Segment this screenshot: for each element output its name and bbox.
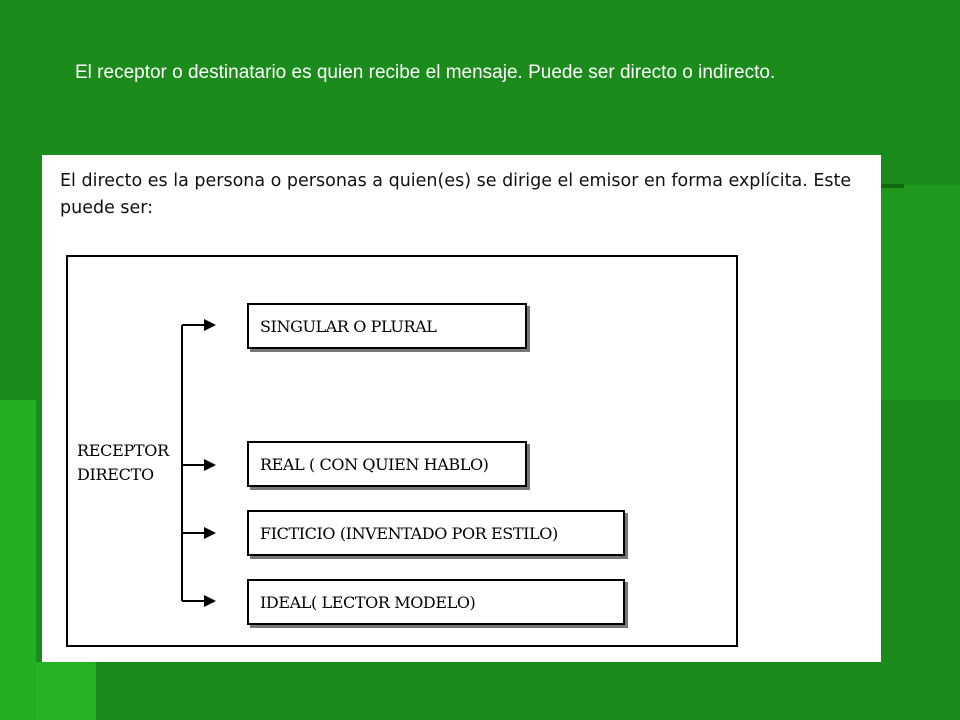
node-real [247, 441, 527, 487]
arrow-icon [204, 527, 216, 539]
arrow-icon [204, 595, 216, 607]
arrow-icon [204, 319, 216, 331]
node-ideal [247, 579, 625, 625]
diagram-panel [42, 155, 881, 662]
receptor-label-line-2: DIRECTO [77, 465, 154, 484]
background-band-bottom [36, 662, 96, 720]
panel-description: El directo es la persona o personas a quien(es) se dirige el emisor en forma explícita. Este puede ser: [60, 171, 852, 218]
slide-body-text: El receptor o destinatario es quien recibe el mensaje. Puede ser directo o indirecto. [75, 62, 776, 83]
node-ficticio [247, 510, 625, 556]
arrow-icon [204, 459, 216, 471]
background-band-left [0, 400, 36, 720]
background-line-top [880, 184, 904, 188]
receptor-label-line-1: RECEPTOR [77, 441, 169, 460]
node-label: REAL ( CON QUIEN HABLO) [260, 454, 489, 474]
node-label: SINGULAR O PLURAL [260, 316, 437, 336]
node-label: FICTICIO (INVENTADO POR ESTILO) [260, 523, 558, 543]
node-singular-plural [247, 303, 527, 349]
receptor-directo-label [77, 439, 187, 487]
node-label: IDEAL( LECTOR MODELO) [260, 592, 476, 612]
